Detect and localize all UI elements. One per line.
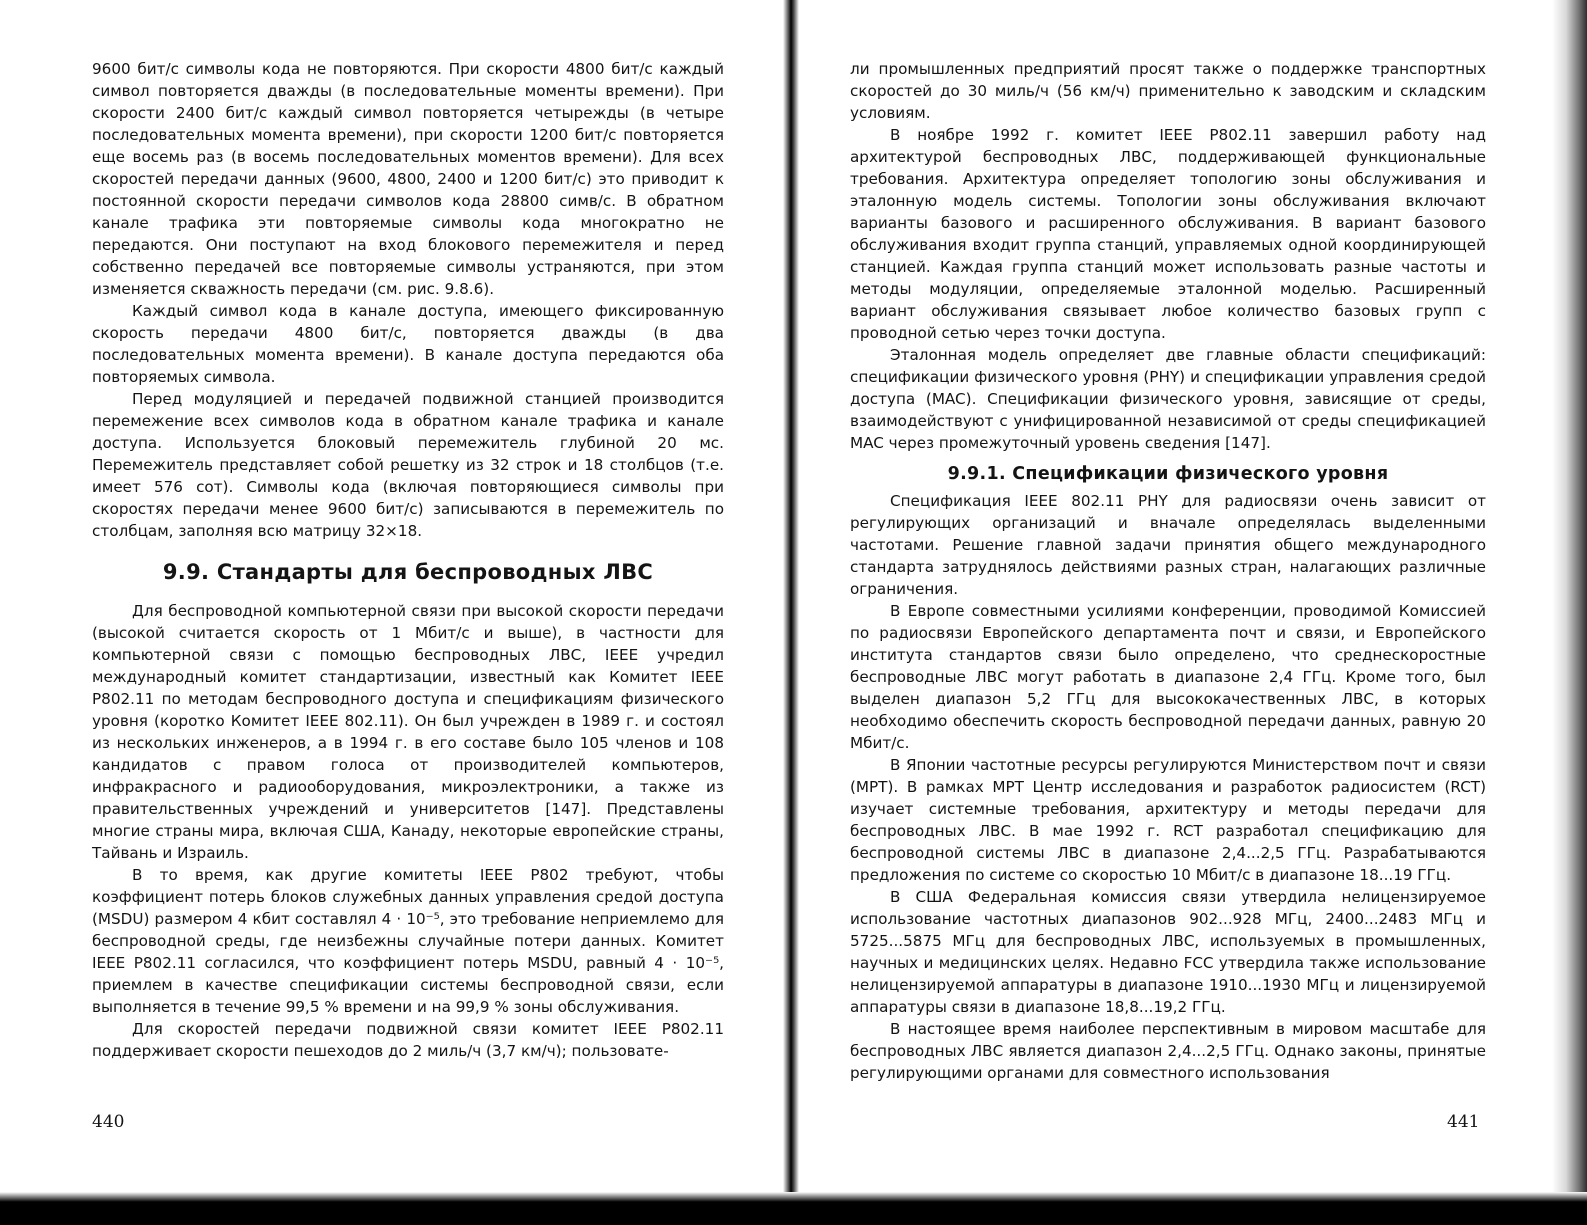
page-number: 440	[92, 1112, 125, 1132]
paragraph: Каждый символ кода в канале доступа, имеющего фиксированную скорость передачи 4800 бит/с, повторяется дважды (в два последовательных момента времени). В канале доступа передаются оба повторяемых символа.	[92, 302, 724, 386]
subsection-heading: 9.9.1. Спецификации физического уровня	[947, 464, 1389, 484]
left-text-column	[92, 58, 724, 1062]
paragraph: Спецификация IEEE 802.11 PHY для радиосвязи очень зависит от регулирующих организаций и вначале определялась выделенными частотами. Решение главной задачи принятия общего международного стандарта затруднялось действиями разных стран, налагающих различные ограничения.	[850, 492, 1486, 598]
right-page	[800, 0, 1587, 1225]
scan-bottom-edge	[0, 1192, 1587, 1225]
left-page	[0, 0, 780, 1225]
book-binding-gutter	[783, 0, 799, 1225]
paragraph: В Японии частотные ресурсы регулируются Министерством почт и связи (MPT). В рамках MPT Центр исследования и разработок радиосистем (RCT) изучает системные требования, архитектуру и методы передачи для беспроводных ЛВС. В мае 1992 г. RCT разработал спецификацию для беспроводной системы ЛВС в диапазоне 2,4...2,5 ГГц. Разрабатываются предложения по системе со скоростью 10 Мбит/с в диапазоне 18...19 ГГц.	[850, 756, 1486, 884]
paragraph: В США Федеральная комиссия связи утвердила нелицензируемое использование частотных диапазонов 902...928 МГц, 2400...2483 МГц и 5725...5875 МГц для беспроводных ЛВС, используемых в промышленных, научных и медицинских целях. Недавно FCC утвердила также использование нелицензируемой аппаратуры в диапазоне 1910...1930 МГц и лицензируемой аппаратуры связи в диапазоне 18,8...19,2 ГГц.	[850, 888, 1486, 1016]
paragraph: В ноябре 1992 г. комитет IEEE P802.11 завершил работу над архитектурой беспроводных ЛВС, поддерживающей функциональные требования. Архитектура определяет топологию зоны обслуживания и эталонную модель системы. Топологии зоны обслуживания включают варианты базового и расширенного обслуживания. В вариант базового обслуживания входит группа станций, управляемых одной координирующей станцией. Каждая группа станций может использовать разные частоты и методы модуляции, определяемые эталонной моделью. Расширенный вариант обслуживания связывает любое количество базовых групп с проводной сетью через точки доступа.	[850, 126, 1486, 342]
paragraph: Для беспроводной компьютерной связи при высокой скорости передачи (высокой считается скорость от 1 Мбит/с и выше), в частности для компьютерной связи с помощью беспроводных ЛВС, IEEE учредил международный комитет стандартизации, известный как Комитет IEEE P802.11 по методам беспроводного доступа и спецификациям физического уровня (коротко Комитет IEEE 802.11). Он был учрежден в 1989 г. и состоял из нескольких инженеров, а в 1994 г. в его составе было 105 членов и 108 кандидатов с правом голоса от производителей компьютеров, инфракрасного и радиооборудования, микроэлектроники, а также из правительственных учреждений и университетов [147]. Представлены многие страны мира, включая США, Канаду, некоторые европейские страны, Тайвань и Израиль.	[92, 602, 724, 862]
page-number: 441	[1447, 1112, 1480, 1132]
paragraph: Перед модуляцией и передачей подвижной станцией производится перемежение всех символов кода в обратном канале трафика и канале доступа. Используется блоковый перемежитель глубиной 20 мс. Перемежитель представляет собой решетку из 32 строк и 18 столбцов (т.е. имеет 576 сот). Символы кода (включая повторяющиеся символы при скоростях передачи менее 9600 бит/с) записываются в перемежитель по столбцам, заполняя всю матрицу 32×18.	[92, 390, 724, 540]
paragraph: 9600 бит/с символы кода не повторяются. При скорости 4800 бит/с каждый символ повторяется дважды (в последовательные моменты времени). При скорости 2400 бит/с каждый символ повторяется четырежды (в четыре последовательных момента времени), при скорости 1200 бит/с повторяется еще восемь раз (в восемь последовательных моментов времени). Для всех скоростей передачи данных (9600, 4800, 2400 и 1200 бит/с) это приводит к постоянной скорости передачи символов кода 28800 симв/с. В обратном канале трафика эти повторяемые символы кода многократно не передаются. Они поступают на вход блокового перемежителя и перед собственно передачей все повторяемые символы устраняются, при этом изменяется скважность передачи (см. рис. 9.8.6).	[92, 60, 724, 298]
paragraph: В Европе совместными усилиями конференции, проводимой Комиссией по радиосвязи Европейского департамента почт и связи, и Европейского института стандартов связи было определено, что среднескоростные беспроводные ЛВС могут работать в диапазоне 2,4 ГГц. Кроме того, был выделен диапазон 5,2 ГГц для высококачественных ЛВС, в которых необходимо обеспечить скорость беспроводной передачи данных, равную 20 Мбит/с.	[850, 602, 1486, 752]
section-heading: 9.9. Стандарты для беспроводных ЛВС	[162, 560, 654, 584]
paragraph: Эталонная модель определяет две главные области спецификаций: спецификации физического уровня (PHY) и спецификации управления средой доступа (MAC). Спецификации физического уровня, зависящие от среды, взаимодействуют с унифицированной независимой от среды спецификацией MAC через промежуточный уровень сведения [147].	[850, 346, 1486, 452]
page-edge-shadow	[1552, 0, 1587, 1192]
paragraph: ли промышленных предприятий просят также о поддержке транспортных скоростей до 30 миль/ч (56 км/ч) применительно к заводским и складским условиям.	[850, 60, 1486, 122]
paragraph: В настоящее время наиболее перспективным в мировом масштабе для беспроводных ЛВС является диапазон 2,4...2,5 ГГц. Однако законы, принятые регулирующими органами для совместного использования	[850, 1020, 1486, 1082]
paragraph: Для скоростей передачи подвижной связи комитет IEEE P802.11 поддерживает скорости пешеходов до 2 миль/ч (3,7 км/ч); пользовате-	[92, 1020, 724, 1060]
right-text-column	[850, 58, 1486, 1084]
paragraph: В то время, как другие комитеты IEEE P802 требуют, чтобы коэффициент потерь блоков служебных данных управления средой доступа (MSDU) размером 4 кбит составлял 4 · 10⁻⁵, это требование неприемлемо для беспроводной среды, где неизбежны случайные потери данных. Комитет IEEE P802.11 согласился, что коэффициент потерь MSDU, равный 4 · 10⁻⁵, приемлем в качестве спецификации системы беспроводной связи, если выполняется в течение 99,5 % времени и на 99,9 % зоны обслуживания.	[92, 866, 724, 1016]
